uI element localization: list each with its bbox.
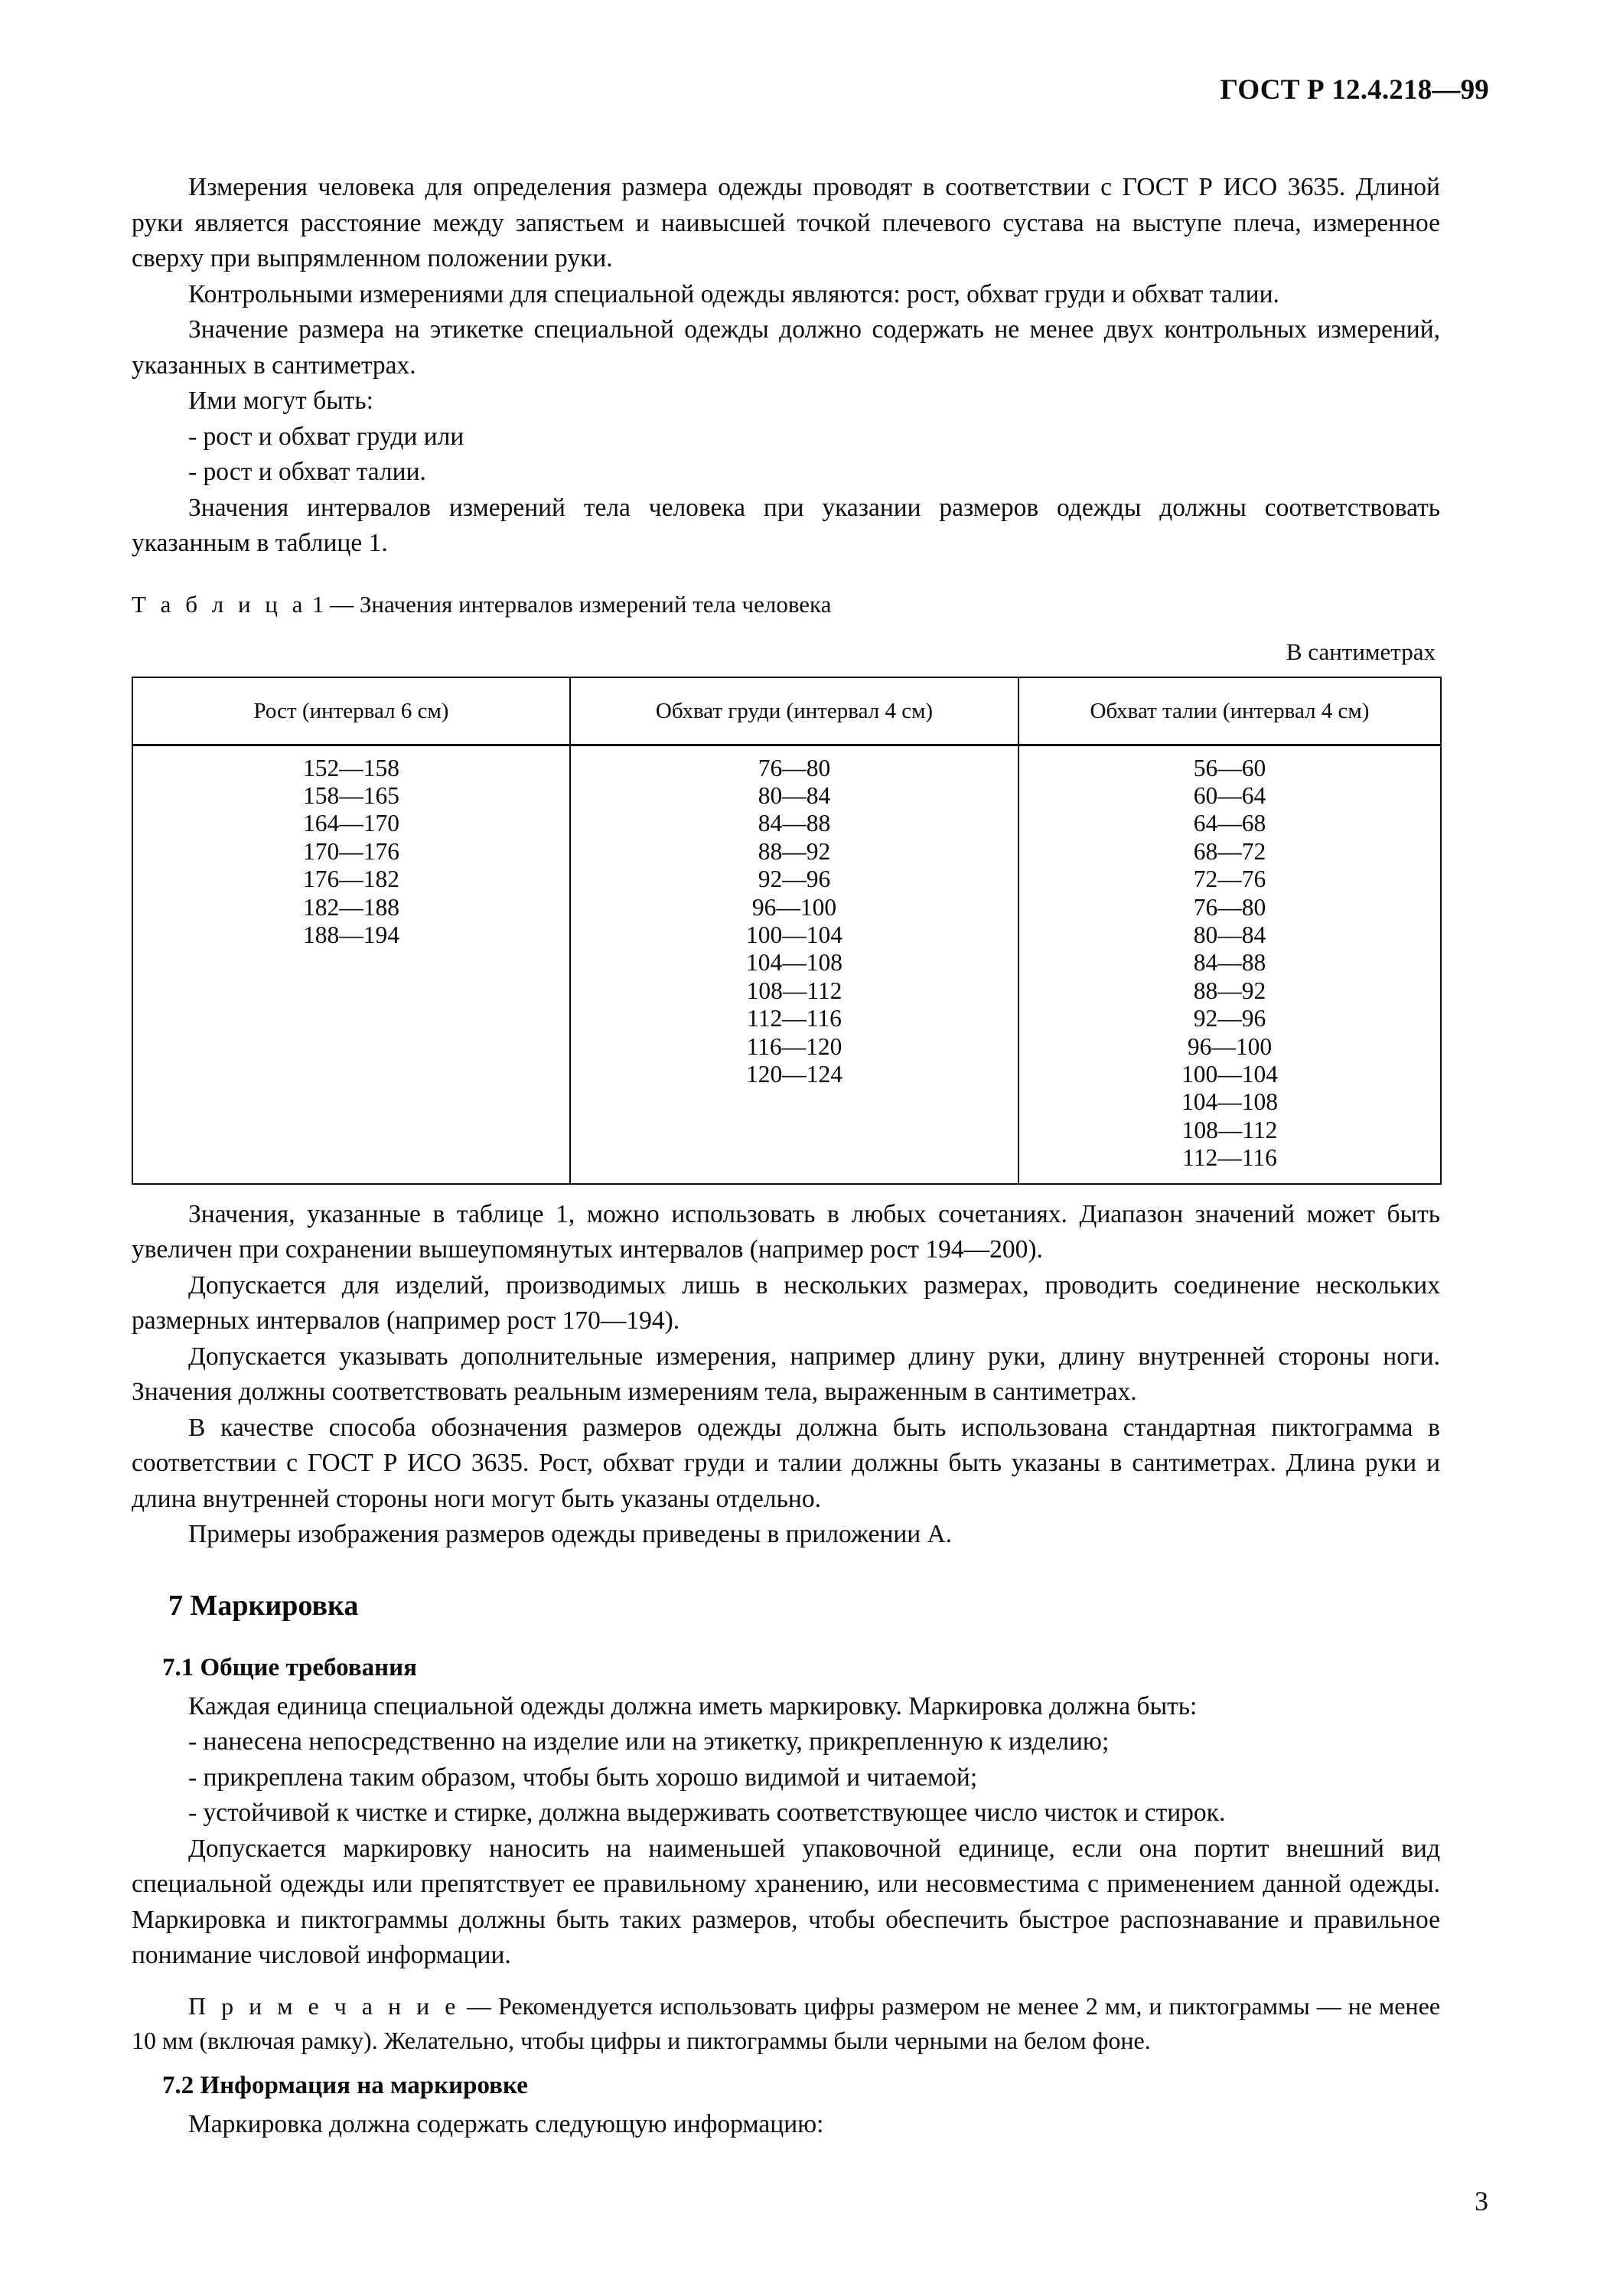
value-waist: 92—96 [1193,1005,1266,1032]
paragraph-measurement-method: Измерения человека для определения размера одежды проводят в соответствии с ГОСТ Р ИСО 3635. Длиной руки является расстояние между запястьем и наивысшей точкой плечевого сустава на выступе плеча, измеренное сверху при выпрямленном положении руки. [132,173,1440,272]
cell-height-values [132,745,570,1184]
value-waist: 108—112 [1181,1116,1278,1143]
cell-chest-values [570,745,1018,1184]
note-block [132,1974,1440,2058]
page-content [132,170,1440,2142]
value-height: 188—194 [303,921,399,948]
note-label: П р и м е ч а н и е [188,1991,460,2020]
page-number: 3 [1475,2186,1488,2216]
paragraph-label-size-value: Значение размера на этикетке специальной одежды должно содержать не менее двух контрольных измерений, указанных в сантиметрах. [132,315,1440,380]
value-chest: 108—112 [746,977,842,1004]
value-chest: 112—116 [747,1005,842,1032]
note-dash: — [466,1991,491,2020]
list-item-applied-directly: - нанесена непосредственно на изделие или на этикетку, прикрепленную к изделию; [188,1727,1110,1756]
value-waist: 56—60 [1193,754,1266,781]
value-waist: 80—84 [1193,921,1266,948]
value-height: 170—176 [303,837,399,865]
paragraph-merge-intervals: Допускается для изделий, производимых лишь в нескольких размерах, проводить соединение нескольких размерных интервалов (например рост 170—194). [132,1270,1440,1336]
table-caption-dash: — [330,590,354,618]
value-chest: 116—120 [746,1032,842,1060]
paragraph-additional-measurements: Допускается указывать дополнительные измерения, например длину руки, длину внутренней стороны ноги. Значения должны соответствовать реальным измерениям тела, выраженным в сантиметрах. [132,1342,1440,1407]
paragraph-control-measurements: Контрольными измерениями для специальной одежды являются: рост, обхват груди и обхват талии. [188,279,1279,308]
value-chest: 76—80 [758,754,831,781]
value-waist: 68—72 [1193,837,1266,865]
table-row [132,745,1441,1184]
value-waist: 64—68 [1193,810,1266,837]
column-header-waist: Обхват талии (интервал 4 см) [1018,677,1441,745]
value-waist: 96—100 [1187,1032,1273,1060]
paragraph-each-unit-marking: Каждая единица специальной одежды должна иметь маркировку. Маркировка должна быть: [188,1691,1198,1720]
table-head [132,677,1441,745]
subsection-heading-7-1: 7.1 Общие требования [162,1653,417,1681]
value-height: 152—158 [303,754,399,781]
section-heading-7-marking: 7 Маркировка [168,1589,359,1622]
table-caption-number: 1 [311,590,324,618]
value-waist: 112—116 [1182,1144,1277,1172]
measurement-intervals-table [132,677,1442,1185]
value-waist: 76—80 [1193,893,1266,921]
column-header-chest: Обхват груди (интервал 4 см) [570,677,1018,745]
table-caption [132,562,1440,621]
spacer-after-table [132,1185,1440,1197]
value-chest: 84—88 [758,810,831,837]
value-waist: 88—92 [1193,977,1266,1004]
paragraph-smallest-packaging-unit: Допускается маркировку наносить на наименьшей упаковочной единице, если она портит внешний вид специальной одежды или препятствует ее правильному хранению, или несовместима с применением данной одежды. Маркировка и пиктограммы должны быть таких размеров, чтобы обеспечить быстрое распознавание и правильное понимание числовой информации. [132,1834,1440,1970]
value-chest: 100—104 [746,921,842,948]
table-caption-title: Значения интервалов измерений тела человека [359,590,832,618]
value-chest: 104—108 [746,949,842,977]
paragraph-intervals-reference: Значения интервалов измерений тела человека при указании размеров одежды должны соответствовать указанным в таблице 1. [132,493,1440,557]
paragraph-appendix-reference: Примеры изображения размеров одежды приведены в приложении А. [188,1520,953,1549]
subsection-heading-7-2: 7.2 Информация на маркировке [162,2071,528,2099]
value-chest: 92—96 [758,866,831,893]
value-height: 176—182 [303,866,399,893]
value-waist: 72—76 [1193,866,1266,893]
table-caption-label: Т а б л и ц а [132,590,307,618]
value-waist: 60—64 [1193,781,1266,809]
list-item-height-chest: - рост и обхват груди или [188,422,464,451]
paragraph-pictogram-designation: В качестве способа обозначения размеров одежды должна быть использована стандартная пиктограмма в соответствии с ГОСТ Р ИСО 3635. Рост, обхват груди и талии должны быть указаны в сантиметрах. Длина руки и длина внутренней стороны ноги могут быть указаны отдельно. [132,1413,1440,1513]
value-waist: 100—104 [1181,1060,1278,1088]
value-waist: 84—88 [1193,949,1266,977]
value-height: 182—188 [303,893,399,921]
table-header-row [132,677,1441,745]
value-height: 164—170 [303,810,399,837]
column-header-height: Рост (интервал 6 см) [132,677,570,745]
value-chest: 96—100 [751,893,837,921]
list-item-attached-visible: - прикреплена таким образом, чтобы быть хорошо видимой и читаемой; [188,1763,978,1792]
value-chest: 80—84 [758,781,831,809]
cell-waist-values [1018,745,1441,1184]
value-height: 158—165 [303,781,399,809]
note-text: Рекомендуется использовать цифры размером не менее 2 мм, и пиктограммы — не менее 10 мм (включая рамку). Желательно, чтобы цифры и пиктограммы были черными на белом фоне. [132,1991,1441,2054]
paragraph-any-combinations: Значения, указанные в таблице 1, можно использовать в любых сочетаниях. Диапазон значений может быть увеличен при сохранении вышеупомянутых интервалов (например рост 194—200). [132,1199,1440,1264]
table-units-note: В сантиметрах [1286,638,1436,665]
table-body [132,745,1441,1184]
paragraph-marking-shall-contain: Маркировка должна содержать следующую информацию: [188,2109,824,2138]
value-chest: 88—92 [758,837,831,865]
document-header-standard-number: ГОСТ Р 12.4.218—99 [1220,74,1489,106]
list-item-height-waist: - рост и обхват талии. [188,458,426,486]
value-waist: 104—108 [1181,1088,1278,1116]
paragraph-they-can-be: Ими могут быть: [188,386,373,415]
list-item-resistant-cleaning: - устойчивой к чистке и стирке, должна выдерживать соответствующее число чисток и стирок. [188,1799,1226,1828]
value-chest: 120—124 [746,1060,842,1088]
